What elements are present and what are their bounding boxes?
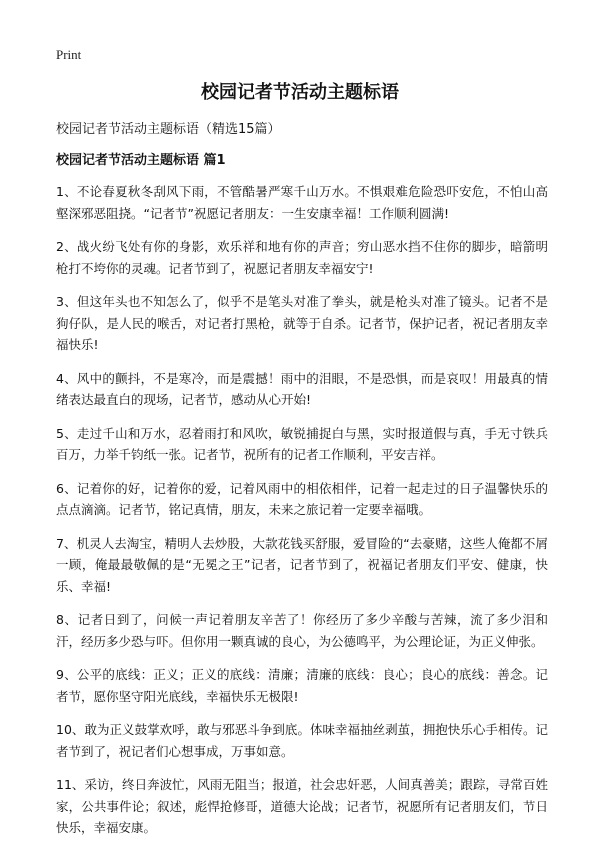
document-subtitle: 校园记者节活动主题标语（精选15篇） [56,122,281,137]
section-heading: 校园记者节活动主题标语 篇1 [56,153,226,168]
slogan-item: 1、不论春夏秋冬刮风下雨，不管酷暑严寒千山万水。不惧艰难危险恐吓安危，不怕山高壑深邪恶阻挠。“记者节”祝愿记者朋友：一生安康幸福！工作顺利圆满! [56,184,548,221]
document-title: 校园记者节活动主题标语 [201,82,399,103]
slogan-item: 9、公平的底线：正义；正义的底线：清廉；清廉的底线：良心；良心的底线：善念。记者节，愿你坚守阳光底线，幸福快乐无极限! [56,667,548,704]
slogan-item: 5、走过千山和万水，忍着雨打和风吹，敏锐捕捉白与黑，实时报道假与真，手无寸铁兵百万，力举千钧纸一张。记者节，祝所有的记者工作顺利，平安吉祥。 [56,425,548,462]
slogan-item: 2、战火纷飞处有你的身影，欢乐祥和地有你的声音；穷山恶水挡不住你的脚步，暗箭明枪打不垮你的灵魂。记者节到了，祝愿记者朋友幸福安宁! [56,239,548,276]
slogan-item: 3、但这年头也不知怎么了，似乎不是笔头对准了拳头，就是枪头对准了镜头。记者不是狗仔队，是人民的喉舌，对记者打黑枪，就等于自杀。记者节，保护记者，祝记者朋友幸福快乐! [56,294,548,352]
slogan-item: 10、敢为正义鼓掌欢呼，敢与邪恶斗争到底。体味幸福抽丝剥茧，拥抱快乐心手相传。记者节到了，祝记者们心想事成，万事如意。 [56,722,548,759]
slogan-item: 6、记着你的好，记着你的爱，记着风雨中的相依相伴，记着一起走过的日子温馨快乐的点点滴滴。记者节，铭记真情，朋友，未来之旅记着一定要幸福哦。 [56,480,548,517]
print-link[interactable]: Print [56,47,82,62]
slogan-item: 7、机灵人去淘宝，精明人去炒股，大款花钱买舒服，爱冒险的“去豪赌，这些人俺都不屑一顾，俺最最敬佩的是“无冕之王”记者，记者节到了，祝福记者朋友们平安、健康，快乐、幸福! [56,535,548,594]
slogan-item: 8、记者日到了，问候一声记着朋友辛苦了！你经历了多少辛酸与苦辣，流了多少泪和汗，经历多少恐与吓。但你用一颗真诚的良心，为公德鸣平，为公理论证，为正义伸张。 [56,612,548,649]
slogan-item: 11、采访，终日奔波忙，风雨无阻当；报道，社会忠奸恶，人间真善美；跟踪，寻常百姓家，公共事件论；叙述，彪悍抢修哥，道德大论战；记者节，祝愿所有记者朋友们，节日快乐，幸福安康。 [56,777,548,835]
slogan-list [56,181,548,851]
slogan-item: 4、风中的颤抖，不是寒冷，而是震撼！雨中的泪眼，不是恐惧，而是哀叹！用最真的情绪表达最直白的现场，记者节，感动从心开始! [56,370,548,407]
